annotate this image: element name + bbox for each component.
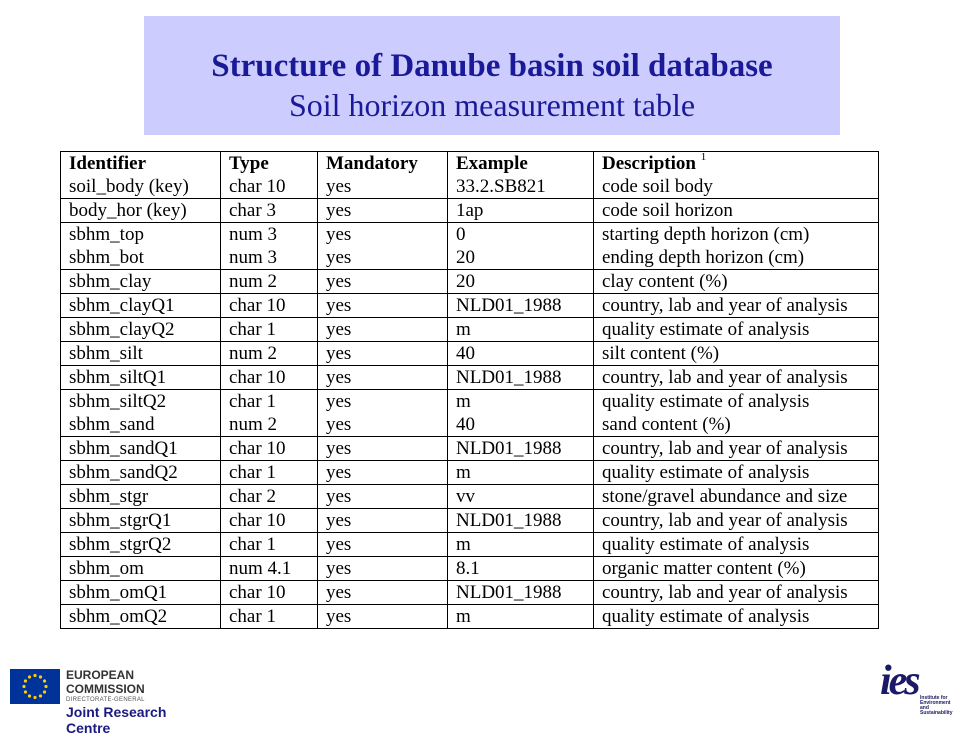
cell-description: country, lab and year of analysis (594, 366, 879, 390)
cell-identifier: sbhm_silt (61, 342, 221, 366)
table-row (61, 294, 879, 318)
cell-mandatory: yes (318, 605, 448, 629)
cell-identifier: sbhm_top (61, 223, 221, 247)
cell-example: 33.2.SB821 (448, 175, 594, 199)
cell-description: starting depth horizon (cm) (594, 223, 879, 247)
cell-identifier: sbhm_stgr (61, 485, 221, 509)
cell-example: 1ap (448, 199, 594, 223)
slide-subtitle: Soil horizon measurement table (288, 87, 696, 123)
table-row (61, 605, 879, 629)
cell-mandatory: yes (318, 581, 448, 605)
cell-example: 20 (448, 270, 594, 294)
ies-caption-line: Environment and (920, 700, 951, 711)
cell-example: NLD01_1988 (448, 366, 594, 390)
cell-mandatory: yes (318, 461, 448, 485)
eu-star-icon (33, 696, 36, 699)
cell-example: 20 (448, 246, 594, 270)
cell-identifier: sbhm_sandQ1 (61, 437, 221, 461)
cell-description: quality estimate of analysis (594, 318, 879, 342)
table-row (61, 366, 879, 390)
cell-mandatory: yes (318, 342, 448, 366)
cell-type: num 2 (221, 270, 318, 294)
eu-star-icon (24, 679, 27, 682)
cell-identifier: sbhm_omQ2 (61, 605, 221, 629)
table-row (61, 413, 879, 437)
cell-mandatory: yes (318, 413, 448, 437)
cell-identifier: sbhm_stgrQ1 (61, 509, 221, 533)
cell-mandatory: yes (318, 246, 448, 270)
cell-mandatory: yes (318, 223, 448, 247)
cell-identifier: sbhm_sandQ2 (61, 461, 221, 485)
cell-type: char 10 (221, 581, 318, 605)
table-row (61, 246, 879, 270)
table-header-row (61, 152, 879, 176)
cell-mandatory: yes (318, 294, 448, 318)
european-commission-logo (10, 662, 210, 736)
cell-example: m (448, 605, 594, 629)
cell-description: country, lab and year of analysis (594, 509, 879, 533)
eu-star-icon (22, 685, 25, 688)
header-identifier: Identifier (61, 152, 221, 176)
cell-mandatory: yes (318, 557, 448, 581)
cell-description: quality estimate of analysis (594, 533, 879, 557)
eu-star-icon (28, 675, 31, 678)
cell-description: quality estimate of analysis (594, 390, 879, 414)
cell-type: char 1 (221, 318, 318, 342)
header-description-label: Description (602, 153, 696, 174)
cell-identifier: soil_body (key) (61, 175, 221, 199)
cell-example: m (448, 390, 594, 414)
cell-mandatory: yes (318, 175, 448, 199)
cell-type: char 1 (221, 605, 318, 629)
table-row (61, 509, 879, 533)
cell-description: clay content (%) (594, 270, 879, 294)
header-mandatory: Mandatory (318, 152, 448, 176)
cell-example: NLD01_1988 (448, 509, 594, 533)
cell-identifier: sbhm_clayQ1 (61, 294, 221, 318)
table-row (61, 581, 879, 605)
ec-text-block (66, 668, 210, 736)
eu-flag-icon (10, 669, 60, 704)
cell-mandatory: yes (318, 485, 448, 509)
cell-description: country, lab and year of analysis (594, 294, 879, 318)
cell-type: num 2 (221, 342, 318, 366)
eu-star-icon (39, 675, 42, 678)
cell-description: ending depth horizon (cm) (594, 246, 879, 270)
table-row (61, 461, 879, 485)
eu-star-icon (44, 685, 47, 688)
cell-identifier: body_hor (key) (61, 199, 221, 223)
cell-identifier: sbhm_sand (61, 413, 221, 437)
ies-logo-caption (920, 696, 953, 716)
cell-identifier: sbhm_omQ1 (61, 581, 221, 605)
table-row (61, 557, 879, 581)
header-example: Example (448, 152, 594, 176)
eu-star-icon (43, 690, 46, 693)
cell-type: char 1 (221, 533, 318, 557)
cell-type: num 2 (221, 413, 318, 437)
cell-example: m (448, 318, 594, 342)
cell-type: char 10 (221, 294, 318, 318)
cell-mandatory: yes (318, 509, 448, 533)
eu-star-icon (33, 674, 36, 677)
footnote-marker: 1 (700, 151, 707, 163)
header-description (594, 152, 879, 176)
table-row (61, 390, 879, 414)
cell-example: m (448, 461, 594, 485)
cell-mandatory: yes (318, 366, 448, 390)
cell-mandatory: yes (318, 318, 448, 342)
cell-description: stone/gravel abundance and size (594, 485, 879, 509)
cell-description: country, lab and year of analysis (594, 437, 879, 461)
ec-directorate: DIRECTORATE-GENERAL (66, 697, 145, 703)
eu-star-icon (39, 694, 42, 697)
cell-example: NLD01_1988 (448, 294, 594, 318)
ies-logo (880, 658, 953, 718)
title-banner (144, 16, 840, 135)
cell-type: char 2 (221, 485, 318, 509)
cell-mandatory: yes (318, 390, 448, 414)
ies-caption-line: Institute for (920, 695, 948, 701)
cell-type: char 1 (221, 461, 318, 485)
soil-horizon-table (60, 151, 879, 629)
ies-caption-line: Sustainability (920, 710, 953, 716)
cell-identifier: sbhm_siltQ1 (61, 366, 221, 390)
cell-example: 8.1 (448, 557, 594, 581)
cell-type: char 10 (221, 366, 318, 390)
table-row (61, 175, 879, 199)
cell-example: NLD01_1988 (448, 437, 594, 461)
table-row (61, 437, 879, 461)
cell-description: quality estimate of analysis (594, 605, 879, 629)
cell-type: char 3 (221, 199, 318, 223)
cell-description: silt content (%) (594, 342, 879, 366)
cell-description: sand content (%) (594, 413, 879, 437)
cell-example: vv (448, 485, 594, 509)
cell-type: char 10 (221, 437, 318, 461)
cell-identifier: sbhm_clay (61, 270, 221, 294)
table-row (61, 533, 879, 557)
cell-identifier: sbhm_om (61, 557, 221, 581)
cell-description: code soil horizon (594, 199, 879, 223)
eu-star-icon (28, 694, 31, 697)
cell-description: country, lab and year of analysis (594, 581, 879, 605)
jrc-name: Joint Research Centre (66, 704, 167, 736)
header-type: Type (221, 152, 318, 176)
cell-identifier: sbhm_bot (61, 246, 221, 270)
cell-example: 40 (448, 413, 594, 437)
eu-star-icon (43, 679, 46, 682)
table-row (61, 270, 879, 294)
cell-mandatory: yes (318, 533, 448, 557)
cell-type: char 10 (221, 509, 318, 533)
cell-mandatory: yes (318, 270, 448, 294)
cell-example: 0 (448, 223, 594, 247)
cell-identifier: sbhm_stgrQ2 (61, 533, 221, 557)
cell-description: organic matter content (%) (594, 557, 879, 581)
cell-identifier: sbhm_clayQ2 (61, 318, 221, 342)
table-row (61, 485, 879, 509)
cell-example: 40 (448, 342, 594, 366)
table-row (61, 223, 879, 247)
cell-mandatory: yes (318, 199, 448, 223)
cell-type: char 1 (221, 390, 318, 414)
table-row (61, 199, 879, 223)
eu-star-icon (24, 690, 27, 693)
cell-type: char 10 (221, 175, 318, 199)
slide-title: Structure of Danube basin soil database (211, 48, 773, 84)
cell-type: num 4.1 (221, 557, 318, 581)
ies-logo-mark: ies (880, 658, 918, 704)
cell-description: quality estimate of analysis (594, 461, 879, 485)
cell-mandatory: yes (318, 437, 448, 461)
table-row (61, 318, 879, 342)
cell-type: num 3 (221, 223, 318, 247)
cell-identifier: sbhm_siltQ2 (61, 390, 221, 414)
ec-name: EUROPEAN COMMISSION (66, 668, 145, 696)
cell-example: NLD01_1988 (448, 581, 594, 605)
table-row (61, 342, 879, 366)
cell-description: code soil body (594, 175, 879, 199)
cell-type: num 3 (221, 246, 318, 270)
cell-example: m (448, 533, 594, 557)
